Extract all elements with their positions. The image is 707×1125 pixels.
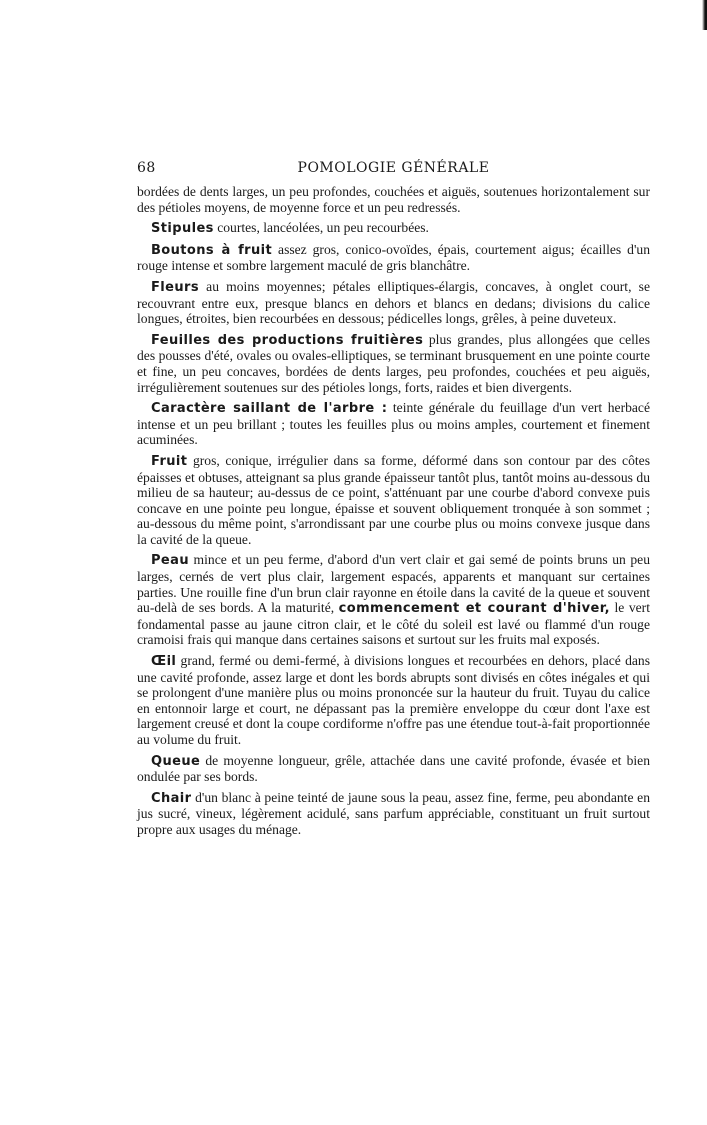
paragraph-text: gros, conique, irrégulier dans sa forme, déformé dans son contour par des côtes épaisses et obtuses, atteignant sa plus grande épaisseur tantôt plus, tantôt moins au-dessous du milieu de sa hauteur; au-dessus de ce point, s'atténuant par une courbe d'abord convexe puis concave en une pointe peu longue, épaisse et souvent obliquement tronquée à son sommet ; au-dessous du même point, s'arrondissant par une courbe plus ou moins convexe jusque dans la cavité de la queue. (137, 452, 650, 547)
paragraph-caractere (137, 400, 650, 448)
paragraph-feuilles (137, 332, 650, 395)
paragraph-term: Caractère saillant de l'arbre : (151, 401, 388, 417)
paragraph-text: courtes, lancéolées, un peu recourbées. (213, 220, 429, 236)
paragraph-text: mince et un peu ferme, d'abord d'un vert clair et gai semé de points bruns un peu larges, cernés de vert plus clair, largement espacés, apparents et manquant sur certaines parties. Une rouille fine d'un brun clair rayonne en étoile dans la cavité de la queue et souvent au-delà de ses bords. A la maturité, (137, 552, 650, 616)
running-title: POMOLOGIE GÉNÉRALE (297, 160, 490, 176)
paragraph-text: assez gros, conico-ovoïdes, épais, courtement aigus; écailles d'un rouge intense et sombre largement maculé de gris blanchâtre. (137, 241, 650, 274)
paragraph-inline-term: commencement et courant d'hiver, (338, 601, 610, 617)
paragraph-text: bordées de dents larges, un peu profondes, couchées et aiguës, soutenues horizontalement sur des pétioles moyens, de moyenne force et un peu redressés. (137, 184, 650, 215)
paragraph-text: grand, fermé ou demi-fermé, à divisions longues et recourbées en dehors, placé dans une cavité profonde, assez large et dont les bords abrupts sont divisés en côtes inégales et qui se prolongent d'une manière plus ou moins prononcée sur la hauteur du fruit. Tuyau du calice en entonnoir large et court, ne dépassant pas la première enveloppe du cœur dont l'axe est largement creusé et dont la coupe cordiforme n'offre pas une étendue tout-à-fait proportionnée au volume du fruit. (137, 653, 650, 747)
scan-edge-mark (702, 0, 707, 30)
paragraph-text: plus grandes, plus allongées que celles des pousses d'été, ovales ou ovales-elliptiques, se terminant brusquement en une pointe courte et fine, un peu concaves, bordées de dents larges, peu profondes, couchées et peu aiguës, irrégulièrement soutenues sur des pétioles longs, forts, raides et bien divergents. (137, 331, 650, 395)
paragraph-queue (137, 753, 650, 785)
paragraph-text-after: le vert fondamental passe au jaune citron clair, et le côté du soleil est lavé ou flammé d'un rouge cramoisi frais qui manque dans certaines saisons et surtout sur les fruits mal exposés. (137, 600, 650, 648)
paragraph-text: d'un blanc à peine teinté de jaune sous la peau, assez fine, ferme, peu abondante en jus sucré, vineux, légèrement acidulé, sans parfum appréciable, constituant un fruit surtout propre aux usages du ménage. (137, 789, 650, 837)
paragraph-stipules (137, 220, 650, 237)
paragraph-term: Œil (151, 654, 177, 670)
paragraph-peau (137, 552, 650, 648)
paragraph-fleurs (137, 279, 650, 327)
paragraph-term: Fleurs (151, 279, 199, 295)
paragraph-text: au moins moyennes; pétales elliptiques-élargis, concaves, à onglet court, se recouvrant entre eux, presque blancs en dehors et blancs en dedans; divisions du calice longues, étroites, bien recourbées en dessous; pédicelles longs, grêles, à peine duveteux. (137, 278, 650, 327)
paragraph-term: Fruit (151, 453, 188, 469)
paragraph-oeil (137, 653, 650, 748)
paragraph-chair (137, 790, 650, 838)
paragraph-term: Stipules (151, 221, 214, 237)
paragraph-term: Boutons à fruit (151, 242, 273, 258)
paragraph-term: Feuilles des productions fruitières (151, 332, 424, 348)
paragraph-term: Queue (151, 753, 201, 769)
page-body (137, 184, 650, 838)
paragraph-term: Chair (151, 790, 192, 806)
page-header (137, 160, 650, 184)
paragraph-continuation (137, 184, 650, 215)
paragraph-term: Peau (151, 553, 189, 569)
page-number: 68 (137, 160, 156, 176)
book-page (137, 160, 650, 843)
paragraph-text: teinte générale du feuillage d'un vert herbacé intense et un peu brillant ; toutes les feuilles plus ou moins amples, courtement et finement acuminées. (137, 400, 651, 448)
paragraph-text: de moyenne longueur, grêle, attachée dans une cavité profonde, évasée et bien ondulée par ses bords. (137, 752, 650, 785)
paragraph-boutons (137, 242, 650, 274)
paragraph-fruit (137, 453, 650, 548)
